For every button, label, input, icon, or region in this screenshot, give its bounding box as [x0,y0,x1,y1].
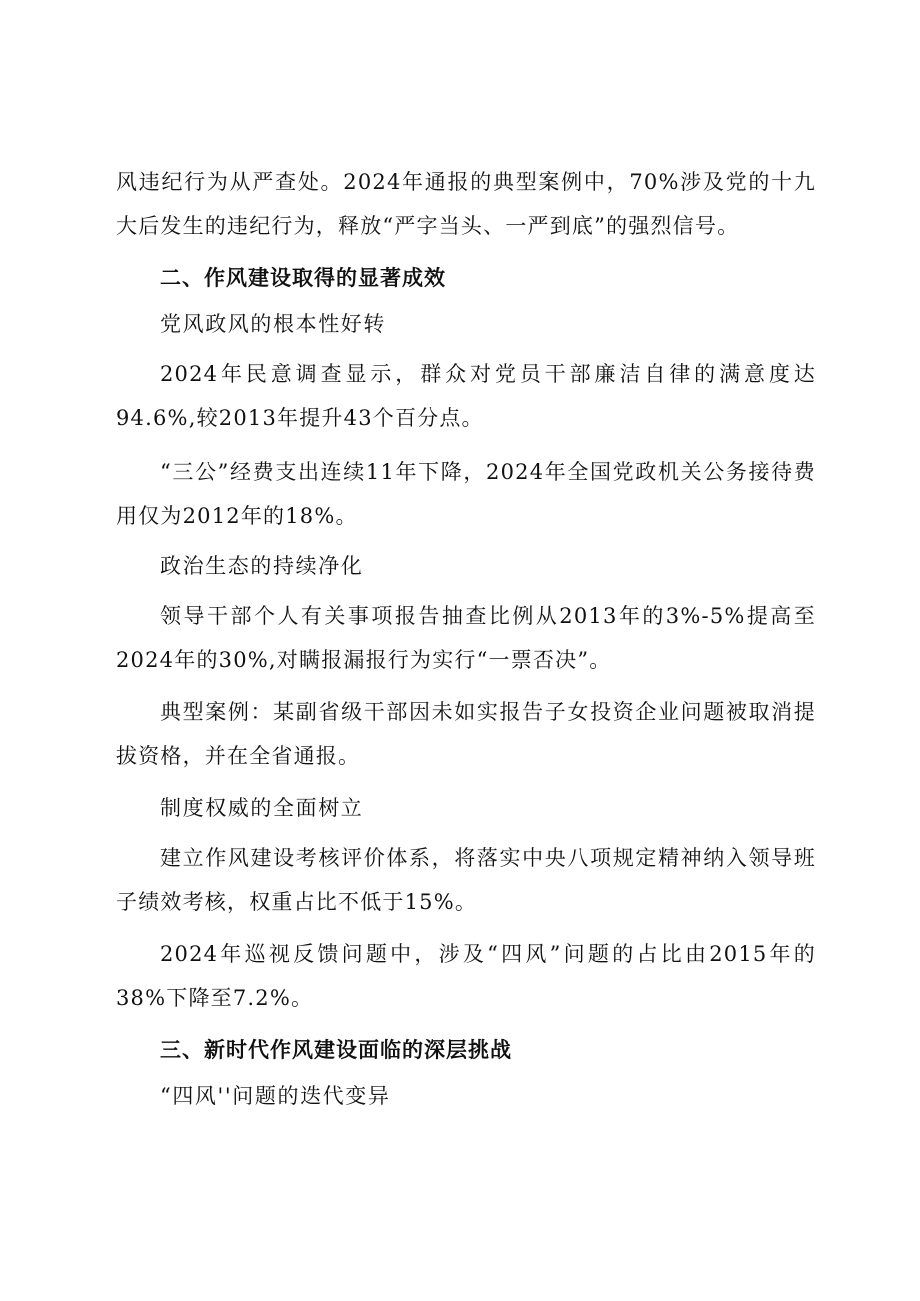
paragraph-survey: 2024年民意调查显示，群众对党员干部廉洁自律的满意度达94.6%,较2013年提升43个百分点。 [116,362,816,430]
subheading-political-ecology: 政治生态的持续净化 [160,554,364,578]
section-heading-2: 二、作风建设取得的显著成效 [160,266,446,290]
paragraph-continuation: 风违纪行为从严查处。2024年通报的典型案例中，70%涉及党的十九大后发生的违纪行为，释放“严字当头、一严到底”的强烈信号。 [116,170,816,238]
section-heading-3: 三、新时代作风建设面临的深层挑战 [160,1038,512,1062]
paragraph-personal-report: 领导干部个人有关事项报告抽查比例从2013年的3%-5%提高至2024年的30%,对瞒报漏报行为实行“一票否决”。 [116,604,816,672]
paragraph-three-public: “三公”经费支出连续11年下降，2024年全国党政机关公务接待费用仅为2012年的18%。 [116,460,816,528]
subheading-four-winds: “四风''问题的迭代变异 [160,1084,391,1108]
paragraph-evaluation-system: 建立作风建设考核评价体系，将落实中央八项规定精神纳入领导班子绩效考核，权重占比不低于15%。 [116,846,816,914]
paragraph-inspection-feedback: 2024年巡视反馈问题中，涉及“四风”问题的占比由2015年的38%下降至7.2%。 [116,942,816,1010]
subheading-institution-authority: 制度权威的全面树立 [160,796,364,820]
paragraph-typical-case: 典型案例：某副省级干部因未如实报告子女投资企业问题被取消提拔资格，并在全省通报。 [116,700,816,768]
subheading-party-style: 党风政风的根本性好转 [160,312,386,336]
